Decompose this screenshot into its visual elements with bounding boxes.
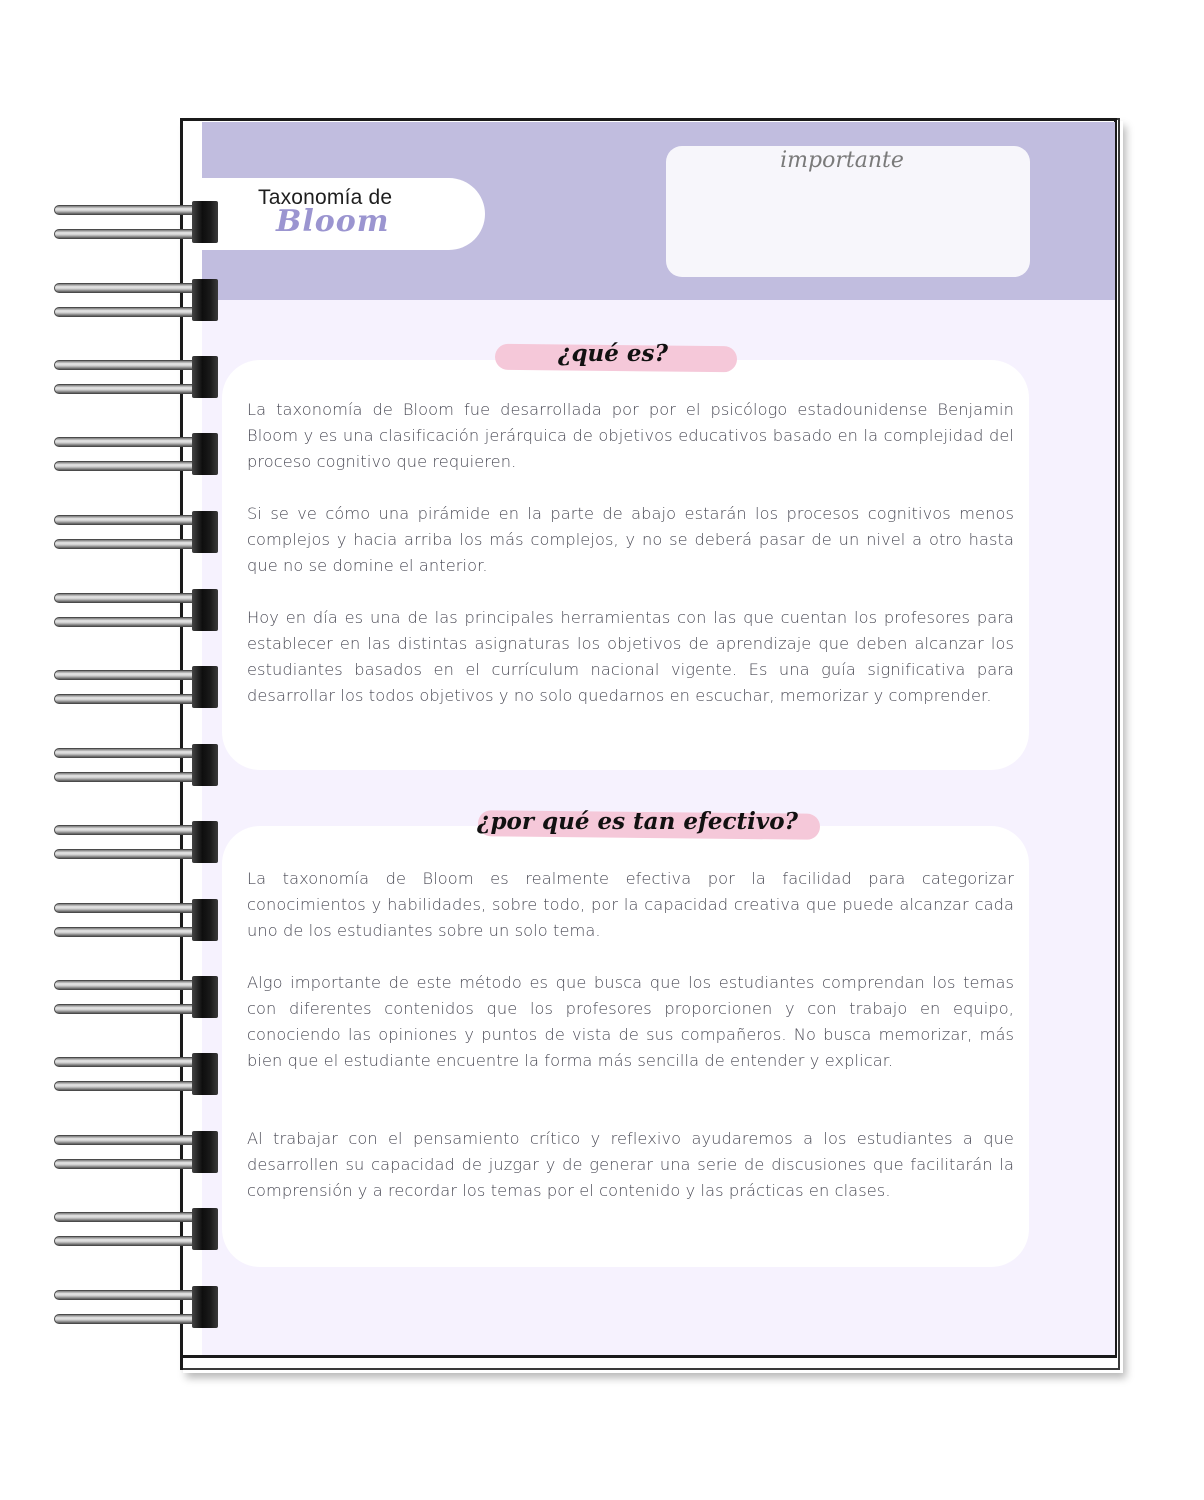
- paragraph: La taxonomía de Bloom es realmente efectiva por la facilidad para categorizar conocimientos y habilidades, sobre todo, por la capacidad creativa que puede alcanzar cada uno de los estudiantes sobre un solo tema.: [247, 869, 1014, 940]
- spiral-ring: [54, 1053, 220, 1095]
- spiral-ring: [54, 1286, 220, 1328]
- spiral-ring: [54, 279, 220, 321]
- spiral-ring: [54, 589, 220, 631]
- spiral-ring: [54, 666, 220, 708]
- spiral-ring: [54, 433, 220, 475]
- section-heading-why-effective: ¿por qué es tan efectivo?: [477, 808, 799, 835]
- paragraph: Algo importante de este método es que busca que los estudiantes comprendan los temas con diferentes contenidos que los profesores proporcionen y con trabajo en equipo, conociendo las opiniones y puntos de vista de sus compañeros. No busca memorizar, más bien que el estudiante encuentre la forma más sencilla de entender y explicar.: [247, 973, 1014, 1070]
- important-label: importante: [780, 148, 904, 173]
- paragraph: Hoy en día es una de las principales herramientas con las que cuentan los profesores para establecer en las distintas asignaturas los objetivos de aprendizaje que deben alcanzar los estudiantes basados en el currículum nacional vigente. Es una guía significativa para desarrollar los todos objetivos y no solo quedarnos en escuchar, memorizar y comprender.: [247, 608, 1014, 705]
- important-note-box: [666, 146, 1030, 277]
- title-prefix: Taxonomía de: [258, 186, 393, 209]
- spiral-ring: [54, 744, 220, 786]
- spiral-ring: [54, 511, 220, 553]
- spiral-ring: [54, 201, 220, 243]
- spiral-ring: [54, 821, 220, 863]
- paragraph: Al trabajar con el pensamiento crítico y reflexivo ayudaremos a los estudiantes a que desarrollen su capacidad de juzgar y de generar una serie de discusiones que facilitarán la comprensión y a recordar los temas por el contenido y las prácticas en clases.: [247, 1129, 1014, 1200]
- paragraph: La taxonomía de Bloom fue desarrollada por por el psicólogo estadounidense Benjamin Bloom y es una clasificación jerárquica de objetivos educativos basado en la complejidad del proceso cognitivo que requieren.: [247, 400, 1014, 471]
- spiral-ring: [54, 976, 220, 1018]
- spiral-ring: [54, 1131, 220, 1173]
- spiral-ring: [54, 356, 220, 398]
- title-script: Bloom: [276, 204, 390, 239]
- spiral-ring: [54, 899, 220, 941]
- spiral-ring: [54, 1208, 220, 1250]
- section-heading-what-is: ¿qué es?: [558, 340, 668, 367]
- paragraph: Si se ve cómo una pirámide en la parte de abajo estarán los procesos cognitivos menos complejos y hacia arriba los más complejos, y no se deberá pasar de un nivel a otro hasta que no se domine el anterior.: [247, 504, 1014, 575]
